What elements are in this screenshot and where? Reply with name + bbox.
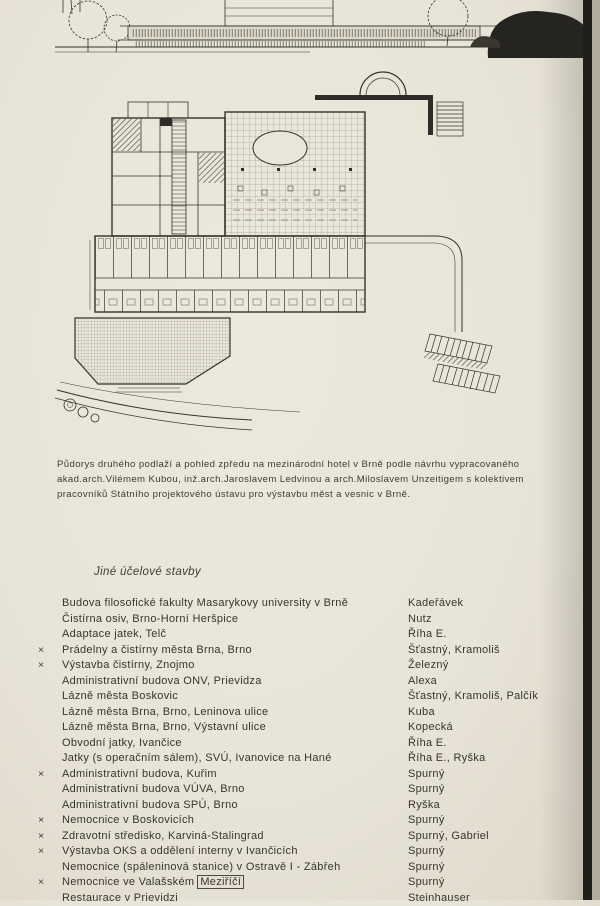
row-x-marker: × [38, 767, 62, 783]
building-title: Administrativní budova VÚVA, Brno [62, 782, 245, 798]
building-title: Nemocnice v Boskovicích [62, 813, 194, 829]
building-list [38, 596, 586, 906]
list-row [38, 596, 586, 612]
building-title: Zdravotní středisko, Karviná-Stalingrad [62, 829, 264, 845]
list-row [38, 767, 586, 783]
figure-caption: Půdorys druhého podlaží a pohled zpředu na mezinárodní hotel v Brně podle návrhu vypracovaného akad.arch.Vilémem Kubou, inž.arch.Jaroslavem Ledvinou a arch.Miloslavem Unzeitigem s kolektivem pracovníků Státního projektového ústavu pro výstavbu měst a vesnic v Brně. [57, 457, 553, 503]
building-title: Administrativní budova, Kuřim [62, 767, 217, 783]
architect-name: Šťastný, Kramoliš [408, 643, 500, 659]
architect-name: Alexa [408, 674, 437, 690]
list-row [38, 798, 586, 814]
architect-name: Spurný [408, 844, 445, 860]
section-title: Jiné účelové stavby [94, 566, 201, 578]
floor-plan-drawing [55, 72, 500, 430]
architect-name: Spurný [408, 782, 445, 798]
list-row [38, 643, 586, 659]
list-row [38, 751, 586, 767]
building-title: Lázně města Boskovic [62, 689, 178, 705]
building-title: Výstavba OKS a oddělení interny v Ivančicích [62, 844, 298, 860]
list-row [38, 720, 586, 736]
row-x-marker: × [38, 813, 62, 829]
architect-name: Steinhauser [408, 891, 470, 906]
building-title: Lázně města Brna, Brno, Výstavní ulice [62, 720, 266, 736]
architect-name: Spurný, Gabriel [408, 829, 489, 845]
list-row [38, 736, 586, 752]
row-x-marker: × [38, 643, 62, 659]
list-row [38, 627, 586, 643]
list-row [38, 829, 586, 845]
list-row [38, 813, 586, 829]
building-title: Prádelny a čistírny města Brna, Brno [62, 643, 252, 659]
list-row [38, 782, 586, 798]
list-row [38, 891, 586, 906]
architect-name: Kadeřávek [408, 596, 463, 612]
row-x-marker: × [38, 844, 62, 860]
architect-name: Ryška [408, 798, 440, 814]
list-row [38, 689, 586, 705]
row-x-marker: × [38, 829, 62, 845]
architect-name: Nutz [408, 612, 432, 628]
architect-name: Kopecká [408, 720, 453, 736]
building-title: Administrativní budova ONV, Prievidza [62, 674, 262, 690]
row-x-marker: × [38, 875, 62, 891]
architect-name: Šťastný, Kramoliš, Palčík [408, 689, 538, 705]
architect-name: Říha E. [408, 627, 447, 643]
architect-name: Kuba [408, 705, 435, 721]
architect-name: Říha E. [408, 736, 447, 752]
list-row [38, 612, 586, 628]
building-title: Nemocnice ve Valašském Meziříčí [62, 875, 244, 891]
list-row [38, 844, 586, 860]
architect-name: Spurný [408, 767, 445, 783]
building-title: Výstavba čistírny, Znojmo [62, 658, 195, 674]
building-title: Lázně města Brna, Brno, Leninova ulice [62, 705, 268, 721]
list-row [38, 658, 586, 674]
architect-name: Spurný [408, 813, 445, 829]
building-title: Nemocnice (spáleninová stanice) v Ostravě I - Zábřeh [62, 860, 341, 876]
building-title: Restaurace v Prievidzi [62, 891, 178, 906]
building-title: Budova filosofické fakulty Masarykovy university v Brně [62, 596, 348, 612]
list-row [38, 674, 586, 690]
elevation-drawing [55, 0, 590, 58]
row-x-marker: × [38, 658, 62, 674]
list-row [38, 860, 586, 876]
building-title: Jatky (s operačním sálem), SVÚ, Ivanovice na Hané [62, 751, 332, 767]
architect-name: Spurný [408, 875, 445, 891]
architect-name: Říha E., Ryška [408, 751, 486, 767]
list-row [38, 705, 586, 721]
architect-name: Železný [408, 658, 449, 674]
boxed-word: Meziříčí [197, 875, 244, 889]
building-title: Čistírna osiv, Brno-Horní Heršpice [62, 612, 238, 628]
building-title: Obvodní jatky, Ivančice [62, 736, 182, 752]
list-row [38, 875, 586, 891]
building-title: Adaptace jatek, Telč [62, 627, 166, 643]
building-title: Administrativní budova SPÚ, Brno [62, 798, 238, 814]
architect-name: Spurný [408, 860, 445, 876]
